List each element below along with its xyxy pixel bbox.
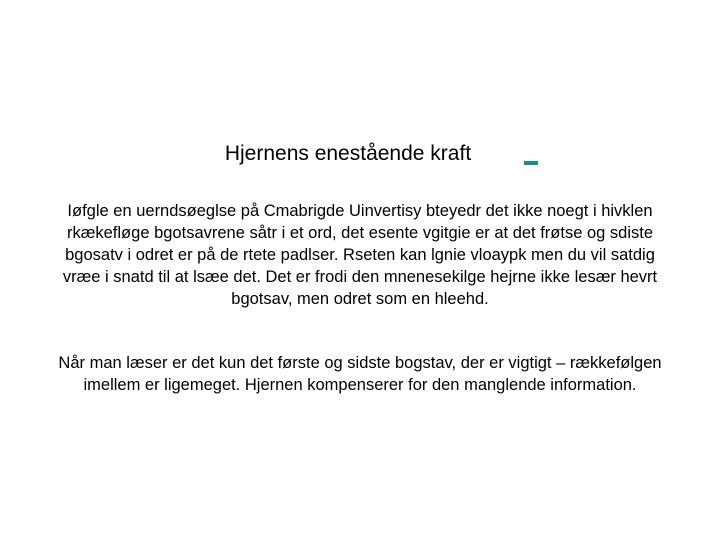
body-paragraph-explanation: Når man læser er det kun det første og sidste bogstav, der er vigtigt – rækkefølgen imellem er ligemeget. Hjernen kompenserer for den manglende information. xyxy=(58,354,662,394)
accent-dash xyxy=(524,161,538,165)
body-paragraph-scrambled: Iøfgle en uerndsøeglse på Cmabrigde Uinvertisy bteyedr det ikke noegt i hivklen rkækefløge bgotsavrene såtr i et ord, det esente vgitgie er at det frøtse og sdiste bgosatv i odret er på de rtete padlser. Rseten kan lgnie vloaypk men du vil satdig vræe i snatd til at lsæe det. Det er frodi den mnenesekilge hejrne ikke lesær hevrt bgotsav, men odret som en hleehd. xyxy=(62,202,658,308)
slide-title: Hjernens enestående kraft xyxy=(224,142,472,165)
